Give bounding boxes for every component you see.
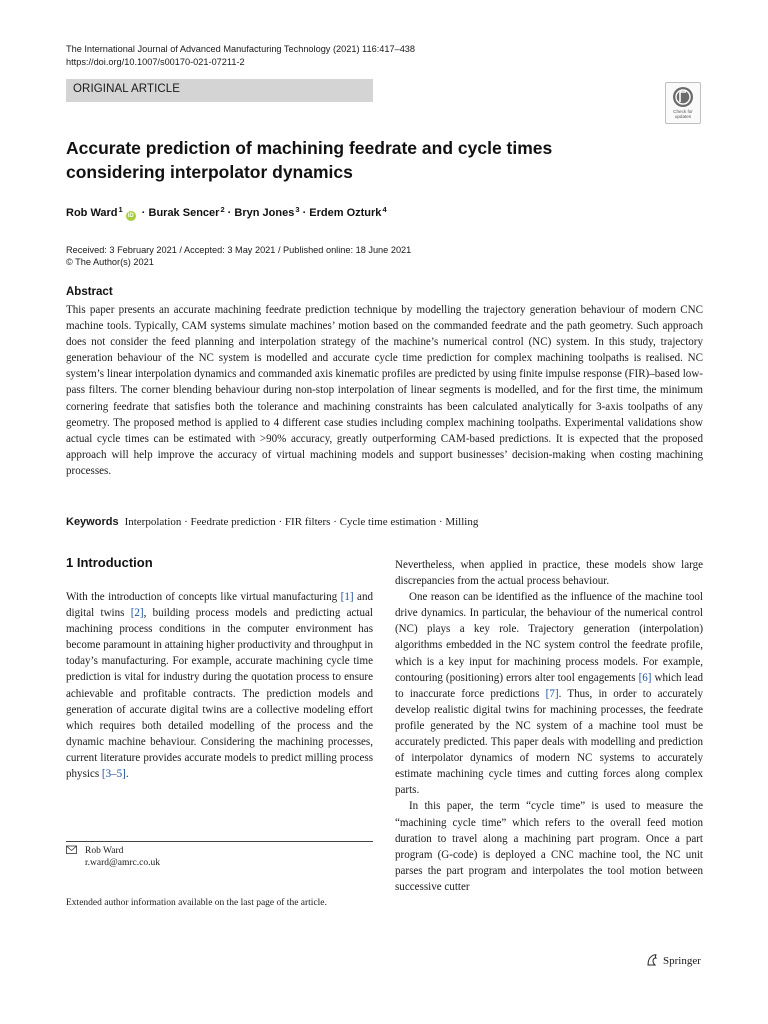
envelope-icon bbox=[66, 845, 78, 855]
author-list bbox=[66, 205, 387, 221]
corresponding-author-name: Rob Ward bbox=[85, 846, 124, 856]
author-name[interactable]: Rob Ward bbox=[66, 207, 118, 219]
reference-link[interactable]: [2] bbox=[130, 607, 144, 620]
corresponding-author-email[interactable]: r.ward@amrc.co.uk bbox=[85, 858, 160, 868]
abstract-heading: Abstract bbox=[66, 286, 113, 298]
reference-link[interactable]: [3–5] bbox=[101, 768, 126, 781]
check-updates-text: Check for updates bbox=[673, 109, 693, 119]
publisher-name: Springer bbox=[663, 955, 701, 967]
doi-link[interactable]: https://doi.org/10.1007/s00170-021-07211-2 bbox=[66, 57, 245, 67]
journal-citation: The International Journal of Advanced Manufacturing Technology (2021) 116:417–438 bbox=[66, 44, 416, 54]
copyright-notice: © The Author(s) 2021 bbox=[66, 257, 154, 267]
author-affiliation: 4 bbox=[382, 205, 387, 214]
author-name[interactable]: Erdem Ozturk bbox=[309, 207, 382, 219]
author-separator: · bbox=[227, 207, 232, 219]
text-run: . Thus, in order to accurately develop realistic digital twins for machining processes, the feedrate profile generated by the NC system of a machine tool must be accurately predicted. This paper deals with modelling and prediction of interpolator dynamics of modern NC systems to accurately estimate machining cycle times and cutting forces along complex parts. bbox=[395, 687, 703, 797]
keywords bbox=[66, 516, 703, 528]
intro-paragraph-3 bbox=[395, 589, 703, 798]
author-affiliation: 2 bbox=[220, 205, 225, 214]
text-run: With the introduction of concepts like virtual manufacturing bbox=[66, 591, 341, 603]
extended-author-info: Extended author information available on the last page of the article. bbox=[66, 898, 327, 908]
right-column bbox=[395, 557, 703, 895]
author-affiliation: 1 bbox=[118, 205, 123, 214]
intro-paragraph-4: In this paper, the term “cycle time” is used to measure the “machining cycle time” which refers to the overall feed motion duration to travel along a machining part program. Once a part program (G-code) is deployed a CNC machine tool, the NC unit parses the part program and interpolates the tool motion between successive cutter bbox=[395, 800, 703, 893]
intro-paragraph-2: Nevertheless, when applied in practice, these models show large discrepancies from the actual process behaviour. bbox=[395, 559, 703, 588]
paper-title: Accurate prediction of machining feedrate and cycle times considering interpolator dynamics bbox=[66, 138, 553, 182]
author-name[interactable]: Bryn Jones bbox=[234, 207, 295, 219]
reference-link[interactable]: [7] bbox=[545, 687, 559, 700]
reference-link[interactable]: [6] bbox=[638, 671, 652, 684]
author-name[interactable]: Burak Sencer bbox=[148, 207, 220, 219]
intro-paragraph-1 bbox=[66, 589, 373, 782]
author-affiliation: 3 bbox=[295, 205, 300, 214]
text-run: which lead to inaccurate force predictions bbox=[395, 671, 703, 700]
author-separator: · bbox=[141, 207, 146, 219]
reference-link[interactable]: [1] bbox=[340, 591, 354, 603]
orcid-icon[interactable]: iD bbox=[127, 213, 134, 219]
article-type-bar bbox=[66, 79, 373, 102]
text-run: and digital twins bbox=[66, 591, 373, 620]
keywords-label: Keywords bbox=[66, 516, 119, 528]
keywords-list: Interpolation · Feedrate prediction · FIR filters · Cycle time estimation · Milling bbox=[124, 516, 479, 528]
abstract-text: This paper presents an accurate machining feedrate prediction technique by modelling the trajectory generation behaviour of modern CNC machine tools. Typically, CAM systems simulate machines’ motion based on the commanded feedrate and the path geometry. Such approach does not consider the feed planning and interpolation strategy of the machine’s numerical control (NC) system. In this study, trajectory generation behaviour of the NC system is modelled and accurate cycle time prediction for complex machining toolpaths is realised. NC system’s linear interpolation dynamics and commanded axis kinematic profiles are predicted by using finite impulse response (FIR)–based low-pass filters. The corner blending behaviour during non-stop interpolation of linear segments is modelled, and for the first time, the minimum cornering feedrate that satisfies both the tolerance and machining constraints has been calculated analytically for 3-axis toolpaths of any geometry. The proposed method is applied to 4 different case studies including complex machining toolpaths. Experimental validations show actual cycle times can be estimated with >90% accuracy, greatly outperforming CAM-based predictions. It is expected that the proposed approach will help improve the accuracy of virtual machining models and support businesses’ decision-making when costing machining processes. bbox=[66, 304, 703, 477]
article-type-label: ORIGINAL ARTICLE bbox=[73, 83, 181, 95]
section-heading-introduction: 1 Introduction bbox=[66, 555, 153, 570]
author-separator: · bbox=[302, 207, 307, 219]
footnote-divider bbox=[66, 841, 373, 842]
text-run: , building process models and predicting actual machining process conditions in the computer environment has become paramount in attaining higher productivity and throughput in today’s manufacturing. For example, accurate machining cycle time prediction is vital for industry during the quotation process to ensure achievable and profitable contracts. The prediction models and generation of accurate digital twins are a collective modeling effort which requires both detailed modelling of the process and the dynamic machine behaviour. Considering the machining processes, current literature provides accurate models to predict milling process physics bbox=[66, 607, 373, 781]
check-for-updates-badge[interactable] bbox=[665, 82, 701, 124]
check-updates-icon bbox=[672, 86, 694, 108]
publication-dates: Received: 3 February 2021 / Accepted: 3 May 2021 / Published online: 18 June 2021 bbox=[66, 245, 412, 255]
text-run: . bbox=[125, 768, 129, 781]
text-run: One reason can be identified as the influence of the machine tool drive dynamics. In particular, the behaviour of the numerical control (NC) plays a key role. Trajectory generation (interpolation) algorithms embedded in the NC system control the feedrate profile, which is a key input for machining process models. For example, contouring (positioning) errors alter tool engagements bbox=[395, 591, 703, 684]
springer-horse-icon bbox=[645, 953, 659, 967]
publisher-logo bbox=[645, 953, 701, 967]
